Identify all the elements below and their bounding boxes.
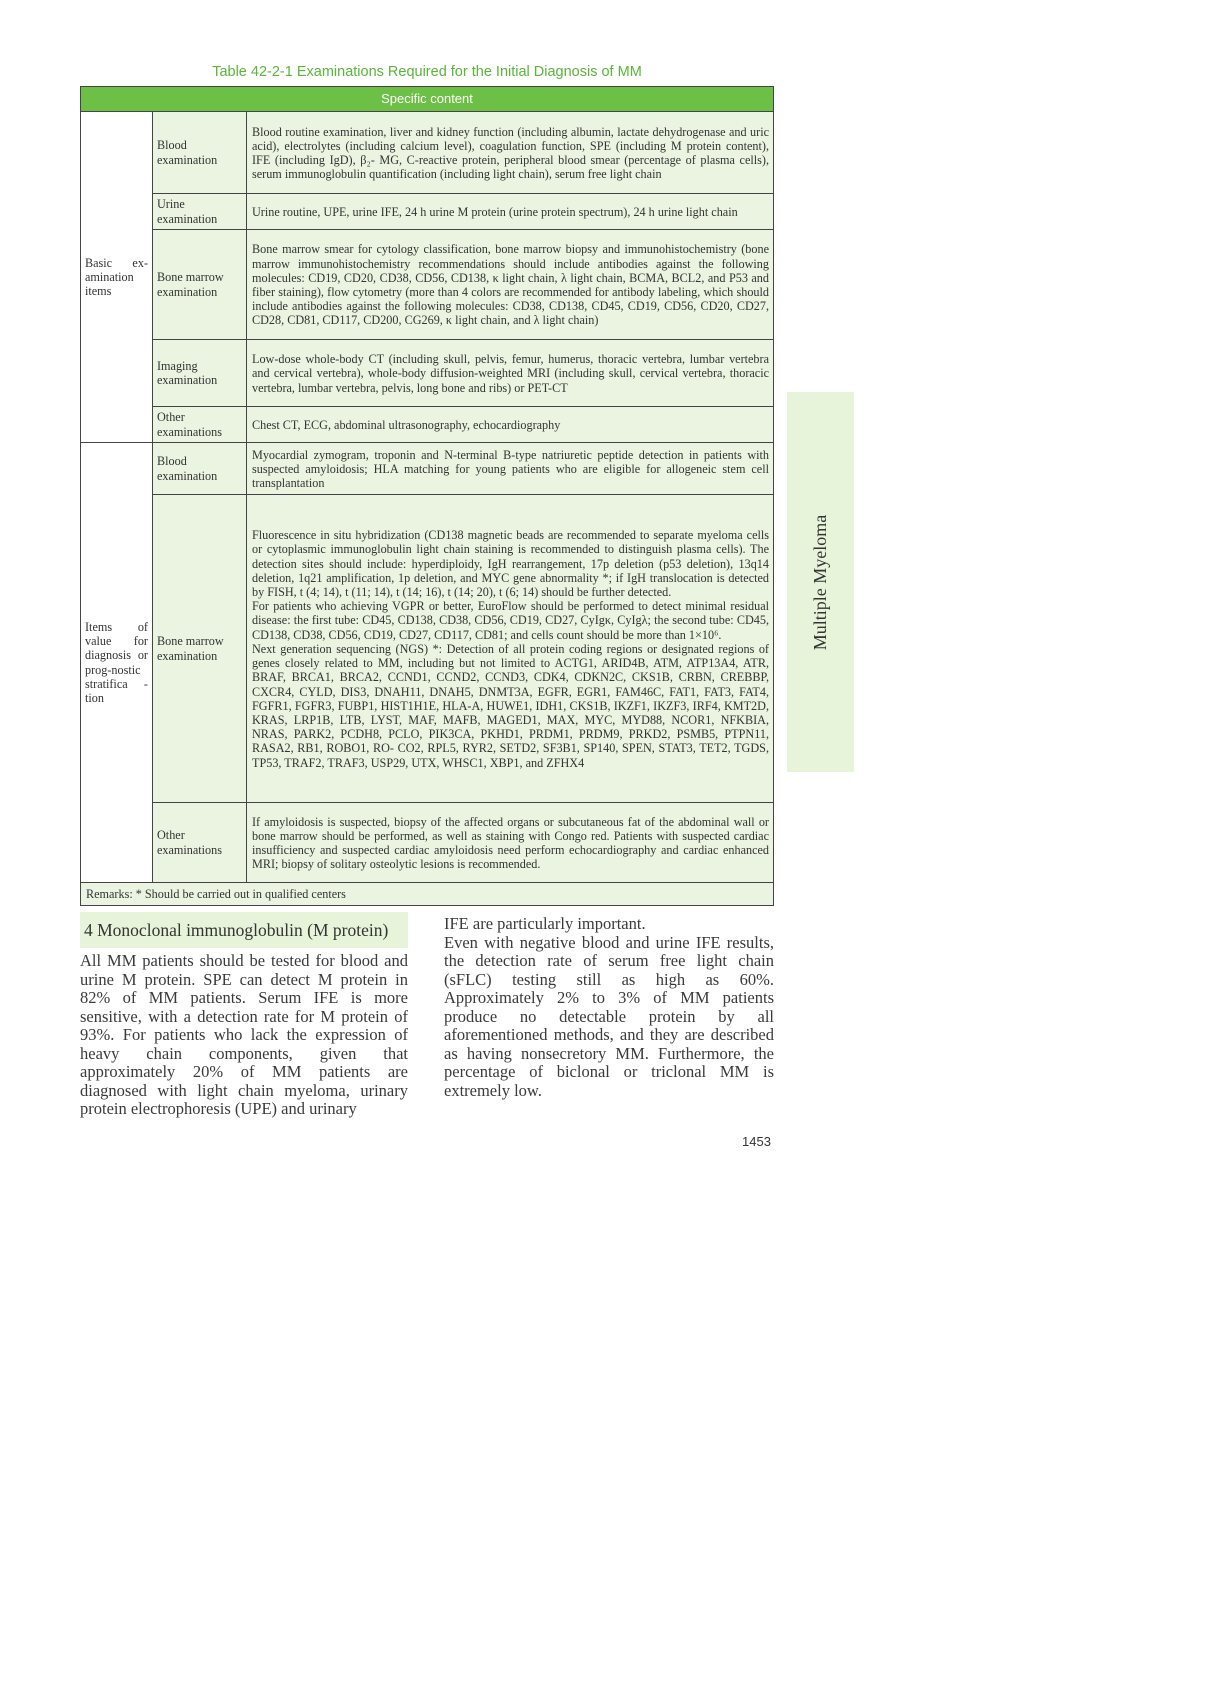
content-text: Next generation sequencing (NGS) *: Detection of all protein coding regions or designated regions of genes closely related to MM, including but not limited to ACTG1, ARID4B, ATM, ATP13A4, ATR, BRAF, BRCA1, BRCA2, CCND1, CCND2, CCND3, CDK4, CDKN2C, CKS1B, CRBN, CREBBP, CXCR4, CYLD, DIS3, DNAH11, DNAH5, DNMT3A, EGFR, EGR1, FAM46C, FAT1, FAT3, FAT4, FGFR1, FGFR3, FUBP1, HIST1H1E, HLA-A, HUWE1, IDH1, CKS1B, IKZF1, IKZF3, IRF4, KMT2D, KRAS, LRP1B, LTB, LYST, MAF, MAFB, MAGED1, MAX, MYC, MYD88, NCOR1, NFKBIA, NRAS, PARK2, PCDH8, PCLO, PIK3CA, PKHD1, PRDM1, PRDM9, PRKD2, PSMB5, PTPN11, RASA2, RB1, ROBO1, RO- CO2, RPL5, RYR2, SETD2, SF3B1, SP140, SPEN, STAT3, TET2, TGDS, TP53, TRAF2, TRAF3, USP29, UTX, WHSC1, XBP1, and ZFHX4 xyxy=(252,641,769,770)
table-row xyxy=(81,230,774,340)
content-text: Chest CT, ECG, abdominal ultrasonography, echocardiography xyxy=(252,417,561,432)
table-row xyxy=(81,407,774,443)
page-number: 1453 xyxy=(742,1134,771,1149)
subcategory-cell: Bone marrow examination xyxy=(153,230,247,340)
right-column-paragraph: Even with negative blood and urine IFE results, the detection rate of serum free light chain (sFLC) testing still as high as 60%. Approximately 2% to 3% of MM patients produce no detectable protein by all aforementioned methods, and they are described as having nonsecretory MM. Furthermore, the percentage of biclonal or triclonal MM is extremely low. xyxy=(444,932,774,1100)
table-row xyxy=(81,112,774,194)
section-heading: 4 Monoclonal immunoglobulin (M protein) xyxy=(80,912,408,948)
left-column-paragraph: All MM patients should be tested for blood and urine M protein. SPE can detect M protein in 82% of MM patients. Serum IFE is more sensitive, with a detection rate for M protein of 93%. For patients who lack the expression of heavy chain components, given that approximately 20% of MM patients are diagnosed with light chain myeloma, urinary protein electrophoresis (UPE) and urinary xyxy=(80,951,408,1118)
content-cell xyxy=(247,194,774,230)
table-title: Table 42-2-1 Examinations Required for the Initial Diagnosis of MM xyxy=(212,64,642,80)
subcategory-cell: Blood examination xyxy=(153,443,247,495)
table-remarks-row xyxy=(81,883,774,906)
content-cell xyxy=(247,495,774,803)
subcategory-cell: Other examinations xyxy=(153,803,247,883)
content-text: Myocardial zymogram, troponin and N-terminal B-type natriuretic peptide detection in patients with suspected amyloidosis; HLA matching for young patients who are eligible for allogeneic stem cell transplantation xyxy=(252,447,769,491)
content-text: Fluorescence in situ hybridization (CD138 magnetic beads are recommended to separate myeloma cells or cytoplasmic immunoglobulin light chain staining is recommended to distinguish plasma cells). The detection sites should include: hyperdiploidy, IgH rearrangement, 17p deletion (p53 deletion), 13q14 deletion, 1q21 amplification, 1p deletion, and MYC gene abnormality *; if IgH translocation is detected by FISH, t (4; 14), t (11; 14), t (14; 16), t (14; 20), t (6; 14) should be further detected. xyxy=(252,528,769,600)
table-header-row xyxy=(81,87,774,112)
category-cell: Items of value for diagnosis or prog-nostic stratifica -tion xyxy=(81,443,153,883)
table-row xyxy=(81,495,774,803)
content-text: For patients who achieving VGPR or better, EuroFlow should be performed to detect minimal residual disease: the first tube: CD45, CD138, CD38, CD56, CD19, CD27, CyIgκ, CyIgλ; the second tube: CD45, CD138, CD38, CD56, CD19, CD27, CD117, CD81; and cells count should be more than 1×10⁶. xyxy=(252,599,769,642)
table-row xyxy=(81,340,774,407)
subcategory-cell: Urine examination xyxy=(153,194,247,230)
content-text: If amyloidosis is suspected, biopsy of the affected organs or subcutaneous fat of the abdominal wall or bone marrow should be performed, as well as staining with Congo red. Patients with suspected cardiac insufficiency and suspected cardiac amyloidosis need perform echocardiography and cardiac enhanced MRI; biopsy of solitary osteolytic lesions is recommended. xyxy=(252,814,769,872)
content-cell xyxy=(247,230,774,340)
table-row xyxy=(81,803,774,883)
table-remarks: Remarks: * Should be carried out in qualified centers xyxy=(81,883,774,906)
subcategory-cell: Blood examination xyxy=(153,112,247,194)
category-cell: Basic ex-amination items xyxy=(81,112,153,443)
content-text: Blood routine examination, liver and kidney function (including albumin, lactate dehydrogenase and uric acid), electrolytes (including calcium level), coagulation function, SPE (including M protein content), IFE (including IgD), β₂- MG, C-reactive protein, peripheral blood smear (percentage of plasma cells), serum immunoglobulin quantification (including light chain), serum free light chain xyxy=(252,124,769,182)
right-column-paragraph: IFE are particularly important. xyxy=(444,914,646,933)
content-cell xyxy=(247,803,774,883)
content-cell xyxy=(247,112,774,194)
table-header: Specific content xyxy=(81,87,774,112)
chapter-side-tab-label: Multiple Myeloma xyxy=(810,514,831,650)
chapter-side-tab xyxy=(787,392,854,772)
table-row xyxy=(81,194,774,230)
content-cell xyxy=(247,340,774,407)
content-cell xyxy=(247,407,774,443)
content-text: Low-dose whole-body CT (including skull, pelvis, femur, humerus, thoracic vertebra, lumbar vertebra and cervical vertebra), whole-body diffusion-weighted MRI (including skull, cervical vertebra, thoracic vertebra, lumbar vertebra, pelvis, long bone and ribs) or PET-CT xyxy=(252,352,769,395)
content-cell xyxy=(247,443,774,495)
examinations-table xyxy=(80,86,774,906)
table-row xyxy=(81,443,774,495)
content-text: Urine routine, UPE, urine IFE, 24 h urine M protein (urine protein spectrum), 24 h urine light chain xyxy=(252,204,738,219)
subcategory-cell: Other examinations xyxy=(153,407,247,443)
content-text: Bone marrow smear for cytology classification, bone marrow biopsy and immunohistochemistry (bone marrow immunohistochemistry recommendations should include antibodies against the following molecules: CD19, CD20, CD38, CD56, CD138, κ light chain, λ light chain, BCMA, BCL2, and P53 and fiber staining), flow cytometry (more than 4 colors are recommended for antibody labeling, which should include antibodies against the following molecules: CD38, CD138, CD45, CD19, CD56, CD20, CD27, CD28, CD81, CD117, CD200, CG269, κ light chain, and λ light chain) xyxy=(252,242,769,328)
right-column xyxy=(444,915,774,1100)
subcategory-cell: Bone marrow examination xyxy=(153,495,247,803)
subcategory-cell: Imaging examination xyxy=(153,340,247,407)
